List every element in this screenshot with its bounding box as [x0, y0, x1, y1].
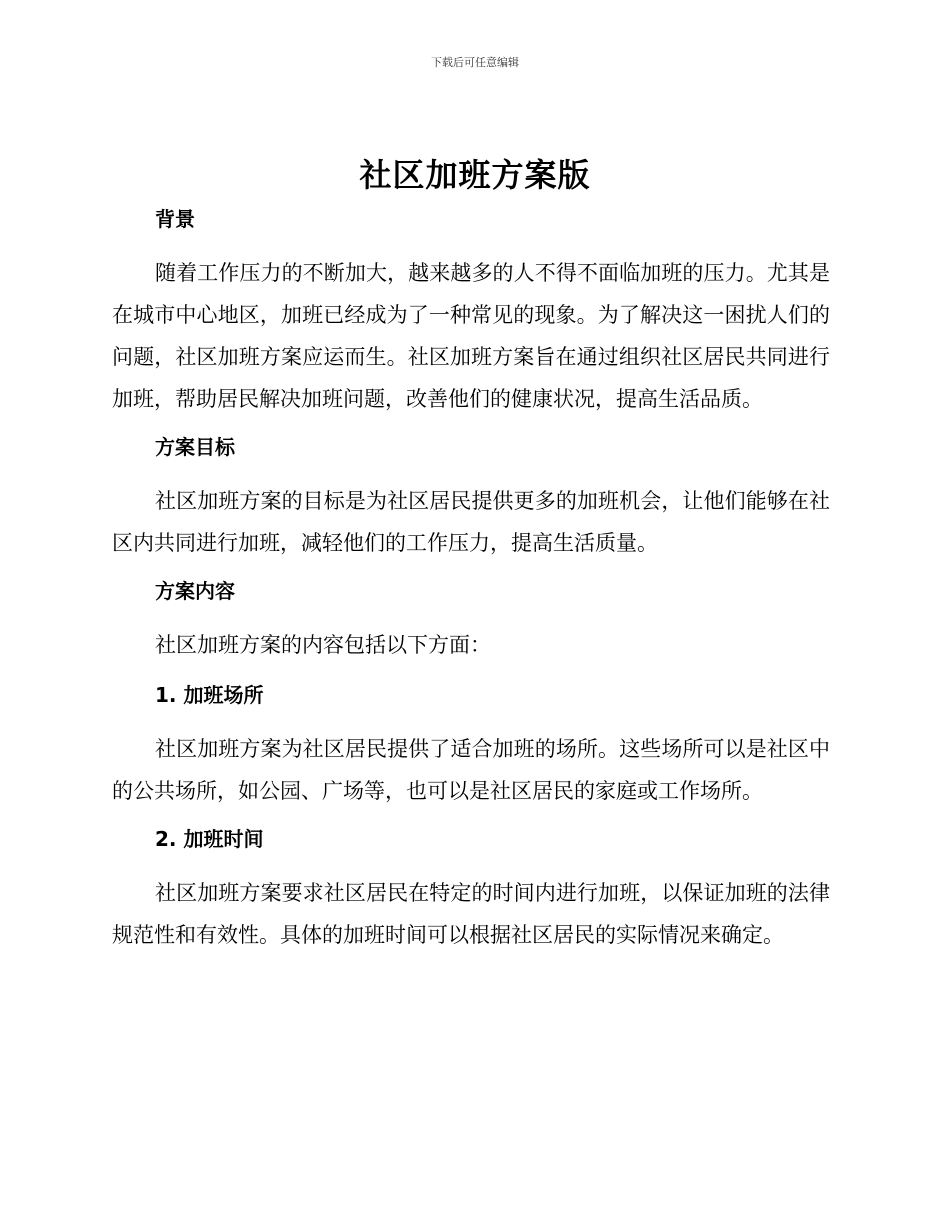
- section-heading-time: 2. 加班时间: [155, 827, 264, 851]
- section-text-time: 社区加班方案要求社区居民在特定的时间内进行加班，以保证加班的法律规范性和有效性。具体的加班时间可以根据社区居民的实际情况来确定。: [112, 881, 830, 947]
- document-title: 社区加班方案版: [359, 156, 591, 194]
- section-heading-content: 方案内容: [155, 579, 235, 603]
- section-text-venue: 社区加班方案为社区居民提供了适合加班的场所。这些场所可以是社区中的公共场所，如公园、广场等，也可以是社区居民的家庭或工作场所。: [112, 737, 830, 803]
- section-heading-background: 背景: [155, 207, 195, 231]
- header-note: 下载后可任意编辑: [431, 56, 519, 69]
- section-text-goal: 社区加班方案的目标是为社区居民提供更多的加班机会，让他们能够在社区内共同进行加班，减轻他们的工作压力，提高生活质量。: [112, 489, 830, 555]
- section-heading-venue: 1. 加班场所: [155, 683, 264, 707]
- section-text-content: 社区加班方案的内容包括以下方面：: [155, 633, 491, 657]
- document-body: [112, 198, 830, 968]
- section-text-background: 随着工作压力的不断加大，越来越多的人不得不面临加班的压力。尤其是在城市中心地区，加班已经成为了一种常见的现象。为了解决这一困扰人们的问题，社区加班方案应运而生。社区加班方案旨在通过组织社区居民共同进行加班，帮助居民解决加班问题，改善他们的健康状况，提高生活品质。: [112, 261, 830, 411]
- section-heading-goal: 方案目标: [155, 435, 235, 459]
